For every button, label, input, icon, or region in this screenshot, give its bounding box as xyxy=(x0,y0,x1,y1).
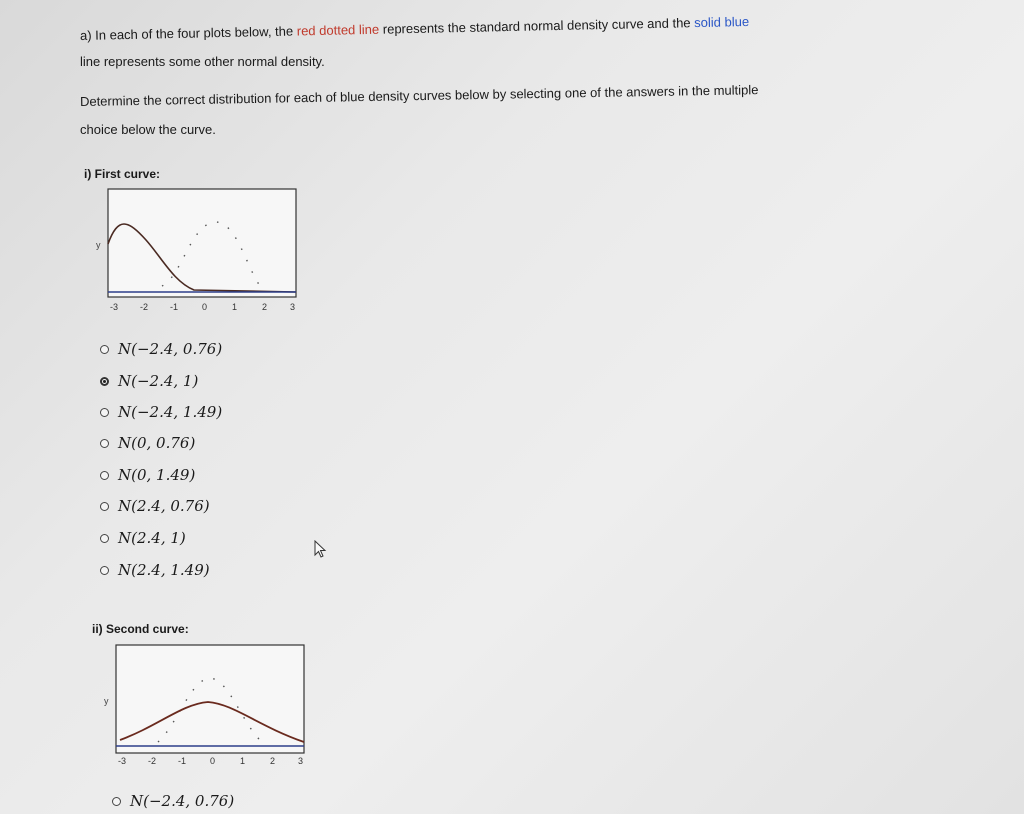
tick-label: 0 xyxy=(202,302,208,312)
choice-1-6[interactable] xyxy=(100,495,210,517)
choice-label: N(−2.4, 0.76) xyxy=(130,792,235,810)
tick-label: 1 xyxy=(232,302,238,312)
tick-label: -3 xyxy=(118,756,127,766)
tick-label: -2 xyxy=(148,756,157,766)
intro-text-1a: a) In each of the four plots below, the xyxy=(79,23,294,43)
choice-1-3[interactable] xyxy=(100,401,222,423)
intro-line-3: Determine the correct distribution for each of blue density curves below by selecting one of the answers in the multiple xyxy=(79,82,759,109)
radio-button[interactable] xyxy=(100,345,109,354)
choice-1-4[interactable] xyxy=(100,432,195,454)
radio-button[interactable] xyxy=(100,534,109,543)
tick-label: 3 xyxy=(290,302,296,312)
plot-frame xyxy=(108,189,296,297)
choice-label: N(0, 1.49) xyxy=(118,466,196,484)
radio-button[interactable] xyxy=(112,797,121,806)
first-curve-plot xyxy=(90,186,310,318)
tick-label: 2 xyxy=(270,756,276,766)
radio-button[interactable] xyxy=(100,566,109,575)
choice-label: N(−2.4, 0.76) xyxy=(118,340,223,358)
choice-1-2[interactable] xyxy=(100,370,198,392)
tick-label: 2 xyxy=(262,302,268,312)
intro-text-1b: represents the standard normal density curve and the xyxy=(382,15,691,37)
radio-button[interactable] xyxy=(100,471,109,480)
tick-label: -2 xyxy=(140,302,149,312)
second-curve-plot xyxy=(98,642,318,772)
section-title-first: i) First curve: xyxy=(84,167,161,181)
mouse-cursor-icon xyxy=(314,540,328,560)
tick-label: 0 xyxy=(210,756,216,766)
choice-label: N(0, 0.76) xyxy=(118,434,196,452)
tick-label: -1 xyxy=(178,756,187,766)
radio-button[interactable] xyxy=(100,502,109,511)
tick-label: -3 xyxy=(110,302,119,312)
intro-red-text: red dotted line xyxy=(296,21,380,39)
section-title-second: ii) Second curve: xyxy=(92,622,189,636)
choice-label: N(−2.4, 1.49) xyxy=(118,403,223,421)
intro-line-1 xyxy=(80,14,749,43)
choice-label: N(2.4, 1) xyxy=(118,529,186,547)
choice-1-7[interactable] xyxy=(100,527,186,549)
intro-blue-text: solid blue xyxy=(694,13,750,31)
tick-label: 3 xyxy=(298,756,304,766)
choice-1-8[interactable] xyxy=(100,559,210,581)
tick-label: -1 xyxy=(170,302,179,312)
choice-1-5[interactable] xyxy=(100,464,195,486)
tick-label: 1 xyxy=(240,756,246,766)
choice-label: N(−2.4, 1) xyxy=(118,372,199,390)
choice-1-1[interactable] xyxy=(100,338,222,360)
y-axis-label: y xyxy=(96,240,101,250)
x-tick-labels xyxy=(110,302,295,312)
radio-button[interactable] xyxy=(100,439,109,448)
radio-button-selected[interactable] xyxy=(100,377,109,386)
x-tick-labels xyxy=(118,756,303,766)
choice-2-1[interactable] xyxy=(112,790,234,812)
intro-line-2: line represents some other normal density. xyxy=(80,54,325,69)
choice-label: N(2.4, 0.76) xyxy=(118,497,210,515)
y-axis-label: y xyxy=(104,696,109,706)
radio-button[interactable] xyxy=(100,408,109,417)
plot-frame xyxy=(116,645,304,753)
intro-line-4: choice below the curve. xyxy=(80,122,216,137)
choice-label: N(2.4, 1.49) xyxy=(118,561,210,579)
